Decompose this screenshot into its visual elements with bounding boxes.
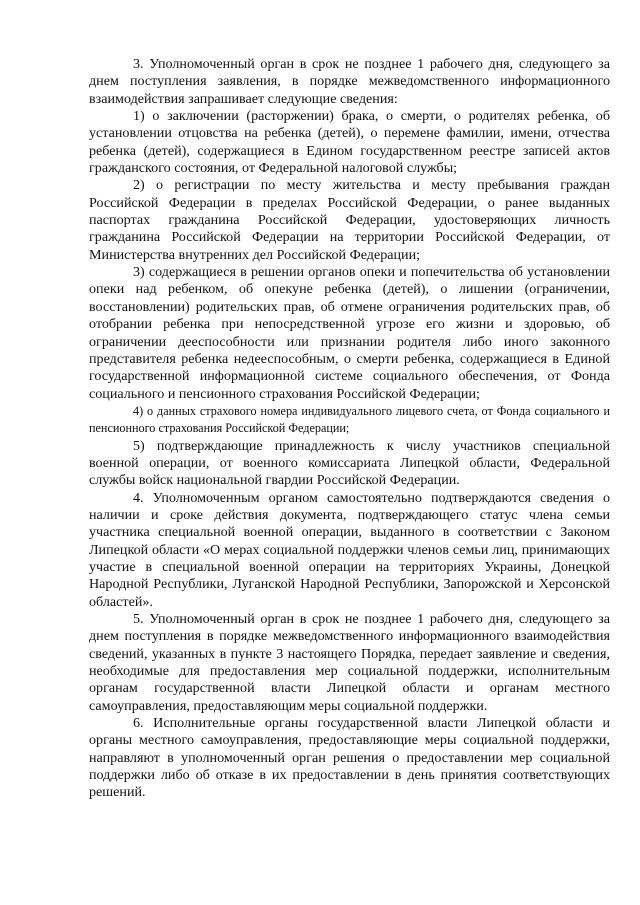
- paragraph-subitem-2: 2) о регистрации по месту жительства и месту пребывания граждан Российской Федерации в пределах Российской Федерации, о ранее выданных паспортах гражданина Российской Федерации, удостоверяющих личность гражданина Российской Федерации на территории Российской Федерации, от Министерства внутренних дел Российской Федерации;: [89, 177, 610, 263]
- paragraph-subitem-1: 1) о заключении (расторжении) брака, о смерти, о родителях ребенка, об установлении отцовства на ребенка (детей), о перемене фамилии, имени, отчества ребенка (детей), содержащиеся в Едином государственном реестре записей актов гражданского состояния, от Федеральной налоговой службы;: [89, 108, 610, 177]
- paragraph-item-6: 6. Исполнительные органы государственной власти Липецкой области и органы местного самоуправления, предоставляющие меры социальной поддержки, направляют в уполномоченный орган решения о предоставлении мер социальной поддержки либо об отказе в их предоставлении в день принятия соответствующих решений.: [89, 715, 610, 801]
- paragraph-subitem-5: 5) подтверждающие принадлежность к числу участников специальной военной операции, от военного комиссариата Липецкой области, Федеральной службы войск национальной гвардии Российской Федерации.: [89, 437, 610, 489]
- paragraph-item-3: 3. Уполномоченный орган в срок не позднее 1 рабочего дня, следующего за днем поступления заявления, в порядке межведомственного информационного взаимодействия запрашивает следующие сведения:: [89, 56, 610, 107]
- paragraph-item-5: 5. Уполномоченный орган в срок не позднее 1 рабочего дня, следующего за днем поступления в порядке межведомственного информационного взаимодействия сведений, указанных в пункте 3 настоящего Порядка, передает заявление и сведения, необходимые для предоставления мер социальной поддержки, исполнительным органам государственной власти Липецкой области и органам местного самоуправления, предоставляющим меры социальной поддержки.: [89, 611, 610, 714]
- paragraph-item-4: 4. Уполномоченным органом самостоятельно подтверждаются сведения о наличии и сроке действия документа, подтверждающего статус члена семьи участника специальной военной операции, выданного в соответствии с Законом Липецкой области «О мерах социальной поддержки членов семьи лиц, принимающих участие в специальной военной операции на территориях Украины, Донецкой Народной Республики, Луганской Народной Республики, Запорожской и Херсонской областей».: [89, 489, 610, 610]
- paragraph-subitem-3: 3) содержащиеся в решении органов опеки и попечительства об установлении опеки над ребенком, об опекуне ребенка (детей), о лишении (ограничении, восстановлении) родительских прав, об отмене ограничения родительских прав, об отобрании ребенка при непосредственной угрозе его жизни и здоровью, об ограничении дееспособности или признании родителя либо иного законного представителя ребенка недееспособным, о смерти ребенка, содержащиеся в Единой государственной информационной системе социального обеспечения, от Фонда социального и пенсионного страхования Российской Федерации;: [89, 264, 610, 402]
- document-page: [89, 56, 610, 802]
- paragraph-subitem-4: 4) о данных страхового номера индивидуального лицевого счета, от Фонда социального и пенсионного страхования Российской Федерации;: [89, 403, 610, 436]
